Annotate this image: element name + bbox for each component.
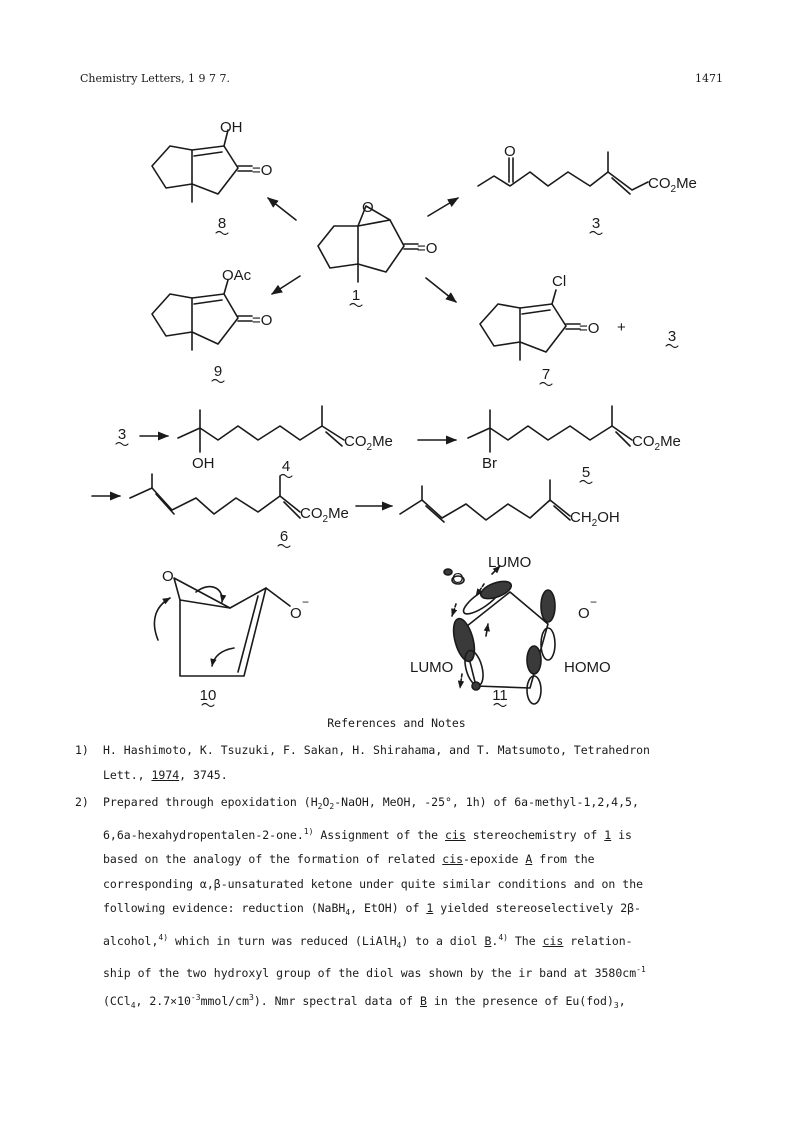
atom-oh-4: OH: [192, 455, 215, 472]
compound-5-structure: [468, 406, 632, 452]
journal-citation: Chemistry Letters, 1 9 7 7.: [80, 72, 231, 85]
orbital-label-homo: HOMO: [564, 659, 611, 676]
label-compound-7: 7: [541, 366, 551, 383]
reference-2-line-6: alcohol,$^{4)}$ which in turn was reduced (LiAlH$_4$) to a diol B.$^{4)}$ The cis relation-: [103, 932, 633, 950]
label-compound-10: 10: [199, 687, 217, 704]
compound-4-structure: [178, 406, 344, 452]
label-compound-4: 4: [281, 458, 291, 475]
atom-ketone-o-3: O: [504, 143, 516, 160]
reference-2-line-7: ship of the two hydroxyl group of the diol was shown by the ir band at $3580cm^{-1}$: [103, 965, 646, 980]
alcohol-group: $CH_2OH$: [570, 509, 620, 529]
compound-10-structure: [154, 578, 290, 676]
atom-ominus-11: O: [578, 605, 590, 622]
ester-5: $CO_2Me$: [632, 433, 681, 453]
references-heading: References and Notes: [327, 716, 466, 730]
reference-2-line-1: Prepared through epoxidation ($H_2O_2$-NaOH, MeOH, -25°, 1h) of 6a-methyl-1,2,4,5,: [103, 795, 639, 811]
label-compound-3-mid: 3: [667, 328, 677, 345]
label-compound-11: 11: [492, 687, 508, 704]
atom-keto-7: =O: [579, 320, 600, 337]
charge-11: −: [590, 595, 598, 609]
atom-cl-7: Cl: [552, 273, 567, 290]
reference-2: [75, 790, 735, 1018]
compound-6-structure: [130, 474, 300, 518]
label-compound-1: 1: [351, 287, 361, 304]
compound-1-structure: [318, 206, 418, 282]
label-compound-6: 6: [279, 528, 289, 545]
reference-2-line-2: 6,6a-hexahydropentalen-2-one.$^{1)}$ Assignment of the cis stereochemistry of 1 is: [103, 826, 632, 842]
atom-keto-1: =O: [417, 240, 438, 257]
atom-oac-9: OAc: [222, 267, 252, 284]
atom-oh-8: OH: [220, 119, 243, 136]
orbital-label-lumo-left: LUMO: [410, 659, 454, 676]
page-header: [80, 72, 723, 92]
atom-ominus-10: O: [290, 605, 302, 622]
ester-3: $CO_2Me$: [648, 175, 697, 195]
reference-1-line-1: H. Hashimoto, K. Tsuzuki, F. Sakan, H. Shirahama, and T. Matsumoto, Tetrahedron: [103, 743, 650, 757]
label-compound-8: 8: [217, 215, 227, 232]
reference-1-number: 1): [75, 743, 89, 757]
allylic-alcohol-structure: [400, 480, 570, 522]
page-number: 1471: [695, 72, 723, 85]
label-compound-9: 9: [213, 363, 223, 380]
atom-keto-8: =O: [252, 162, 273, 179]
atom-o-10: O: [162, 568, 174, 585]
label-compound-3-top: 3: [591, 215, 601, 232]
label-compound-5: 5: [581, 464, 591, 481]
atom-o-11: O: [452, 570, 464, 587]
atom-epoxide-o-1: O: [362, 199, 374, 216]
compound-8-structure: [152, 130, 252, 202]
ester-6: $CO_2Me$: [300, 505, 349, 525]
ester-4: $CO_2Me$: [344, 433, 393, 453]
reference-2-line-3: based on the analogy of the formation of related cis-epoxide A from the: [103, 852, 595, 866]
label-compound-3-row: 3: [117, 426, 127, 443]
reference-1: [75, 738, 735, 787]
reference-1-line-2: Lett., 1974, 3745.: [103, 767, 228, 782]
plus-sign: +: [617, 319, 626, 336]
reference-2-number: 2): [75, 795, 89, 809]
reference-2-line-5: following evidence: reduction (NaBH$_4$, EtOH) of 1 yielded stereoselectively 2β-: [103, 901, 641, 917]
atom-keto-9: =O: [252, 312, 273, 329]
compound-9-structure: [152, 280, 252, 350]
charge-10: −: [302, 595, 310, 609]
compound-7-structure: [480, 290, 580, 360]
reference-2-line-8: (CCl$_4$, $2.7\times 10^{-3}mmol/cm^3$). Nmr spectral data of B in the presence of $Eu(fod)_3$,: [103, 992, 626, 1010]
reaction-scheme: [0, 100, 793, 710]
atom-br-5: Br: [482, 455, 497, 472]
reference-2-line-4: corresponding α,β-unsaturated ketone under quite similar conditions and on the: [103, 876, 644, 891]
orbital-label-lumo-top: LUMO: [488, 554, 532, 571]
